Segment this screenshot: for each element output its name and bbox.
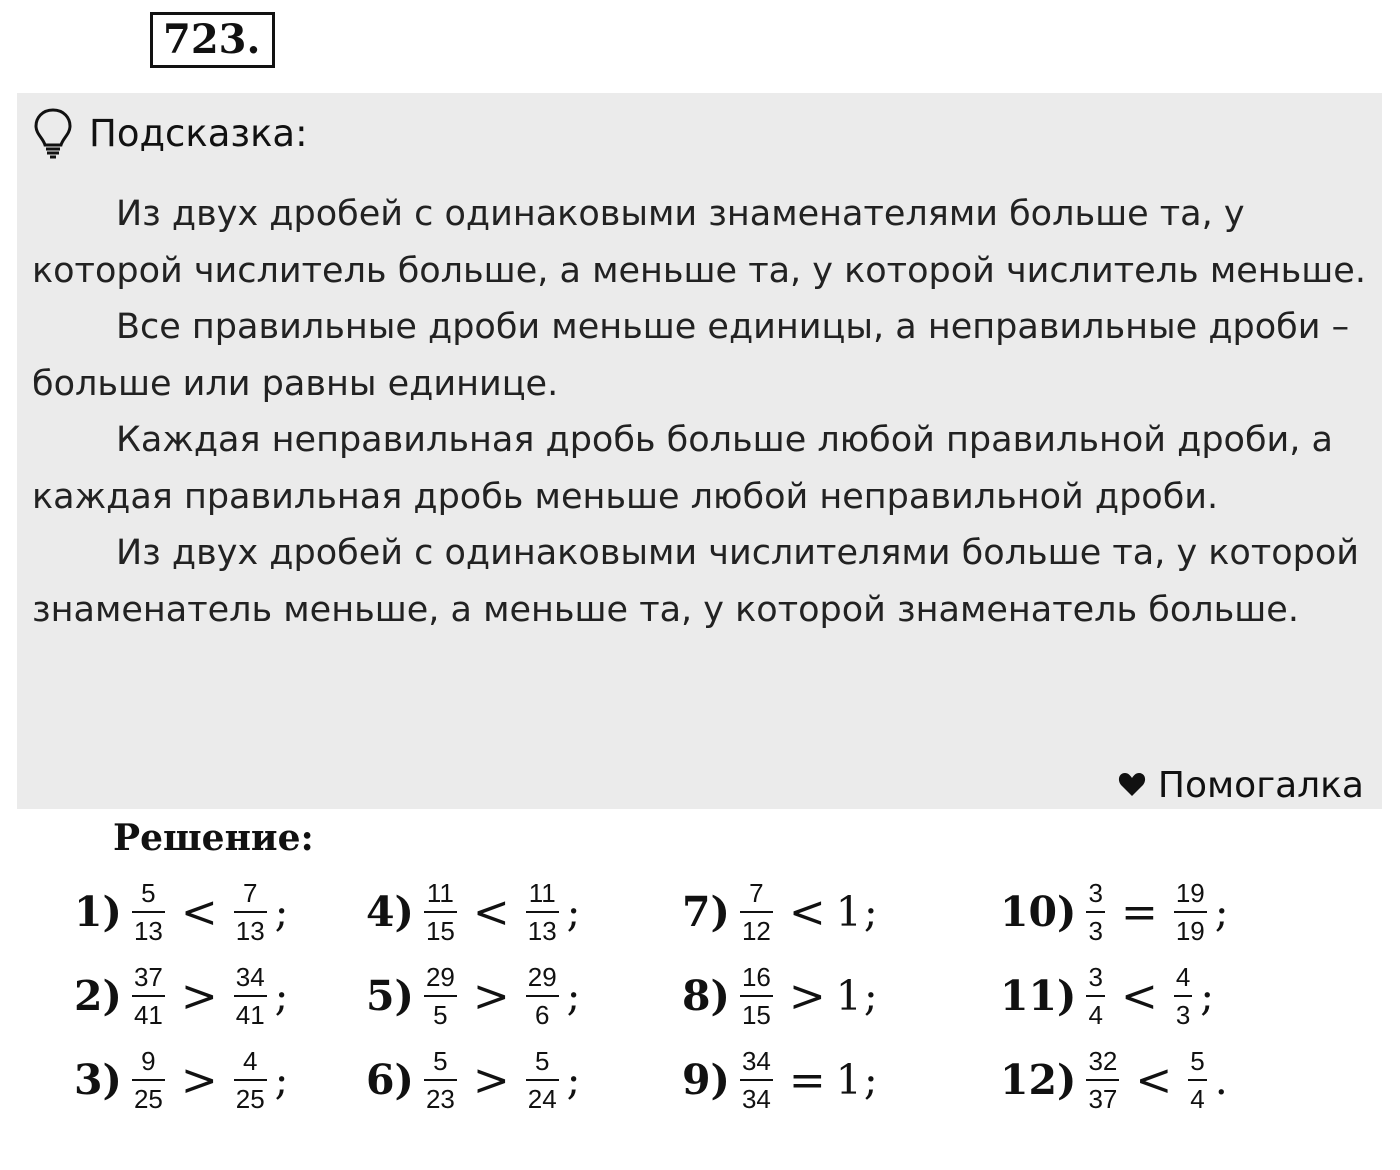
item-index: 12) — [1000, 1056, 1077, 1104]
item-index: 6) — [366, 1056, 414, 1104]
comparison-sign: < — [1120, 970, 1158, 1022]
numerator: 4 — [242, 1046, 258, 1076]
denominator: 41 — [235, 1000, 265, 1030]
left-fraction — [424, 1046, 457, 1114]
solution-item — [74, 1038, 288, 1122]
right-fraction — [234, 962, 267, 1030]
lightbulb-icon — [33, 107, 73, 159]
numerator: 4 — [1175, 962, 1191, 992]
comparison-sign: < — [1135, 1054, 1173, 1106]
hint-paragraph: Из двух дробей с одинаковыми числителями больше та, у которой знаменатель меньше, а меньше та, у которой знаменатель больше. — [32, 533, 1360, 630]
right-fraction — [234, 1046, 267, 1114]
item-index: 8) — [682, 972, 730, 1020]
numerator: 34 — [741, 1046, 771, 1076]
hint-header — [33, 107, 308, 159]
item-index: 3) — [74, 1056, 122, 1104]
hint-text — [32, 186, 1372, 638]
numerator: 34 — [235, 962, 265, 992]
punctuation: ; — [863, 888, 878, 936]
numerator: 5 — [1190, 1046, 1205, 1076]
left-fraction — [424, 878, 457, 946]
fraction-bar — [234, 1079, 267, 1081]
comparison-sign: < — [180, 886, 218, 938]
comparison-sign: > — [180, 1054, 218, 1106]
brand-label — [1118, 765, 1364, 806]
fraction-bar — [234, 995, 267, 997]
right-fraction — [1174, 878, 1207, 946]
denominator: 25 — [133, 1084, 163, 1114]
numerator: 11 — [426, 878, 454, 908]
fraction-bar — [1174, 995, 1192, 997]
numerator: 29 — [527, 962, 557, 992]
solution-item — [1000, 954, 1214, 1038]
numerator: 7 — [242, 878, 258, 908]
solution-item — [74, 954, 288, 1038]
item-index: 4) — [366, 888, 414, 936]
heart-icon — [1118, 765, 1158, 806]
left-fraction — [740, 878, 773, 946]
fraction-bar — [740, 1079, 773, 1081]
denominator: 34 — [741, 1084, 771, 1114]
numerator: 9 — [141, 1046, 156, 1076]
comparison-sign: > — [472, 1054, 510, 1106]
denominator: 3 — [1088, 916, 1103, 946]
hint-title: Подсказка: — [89, 111, 308, 155]
punctuation: ; — [863, 972, 878, 1020]
fraction-bar — [526, 1079, 559, 1081]
left-fraction — [132, 878, 165, 946]
punctuation: ; — [566, 972, 581, 1020]
fraction-bar — [132, 995, 165, 997]
fraction-bar — [424, 995, 457, 997]
numerator: 29 — [425, 962, 455, 992]
fraction-bar — [132, 911, 165, 913]
item-index: 9) — [682, 1056, 730, 1104]
denominator: 13 — [133, 916, 163, 946]
numerator: 5 — [141, 878, 156, 908]
hint-paragraph: Из двух дробей с одинаковыми знаменателями больше та, у которой числитель больше, а меньше та, у которой числитель меньше. — [32, 194, 1366, 291]
solution-item — [366, 870, 580, 954]
punctuation: ; — [1214, 888, 1229, 936]
numerator: 11 — [528, 878, 556, 908]
hint-paragraph: Каждая неправильная дробь больше любой правильной дроби, а каждая правильная дробь меньше любой неправильной дроби. — [32, 420, 1334, 517]
item-index: 5) — [366, 972, 414, 1020]
left-fraction — [1086, 878, 1104, 946]
denominator: 15 — [741, 1000, 771, 1030]
left-fraction — [1086, 1046, 1119, 1114]
comparison-sign: = — [788, 1054, 826, 1106]
denominator: 3 — [1175, 1000, 1191, 1030]
punctuation: ; — [566, 888, 581, 936]
fraction-bar — [132, 1079, 165, 1081]
fraction-bar — [526, 995, 559, 997]
punctuation: ; — [1200, 972, 1215, 1020]
denominator: 4 — [1088, 1000, 1103, 1030]
numerator: 5 — [433, 1046, 448, 1076]
solution-item — [74, 870, 288, 954]
item-index: 7) — [682, 888, 730, 936]
solution-item — [366, 1038, 580, 1122]
left-fraction — [424, 962, 457, 1030]
comparison-sign: < — [472, 886, 510, 938]
denominator: 23 — [425, 1084, 455, 1114]
fraction-bar — [424, 911, 457, 913]
numerator: 7 — [749, 878, 764, 908]
left-fraction — [740, 962, 773, 1030]
numerator: 16 — [741, 962, 771, 992]
item-index: 2) — [74, 972, 122, 1020]
solution-item — [366, 954, 580, 1038]
punctuation: ; — [863, 1056, 878, 1104]
comparison-sign: > — [180, 970, 218, 1022]
denominator: 37 — [1088, 1084, 1118, 1114]
comparison-sign: > — [788, 970, 826, 1022]
item-index: 10) — [1000, 888, 1077, 936]
denominator: 13 — [235, 916, 265, 946]
denominator: 6 — [534, 1000, 550, 1030]
item-index: 1) — [74, 888, 122, 936]
one-value: 1 — [835, 972, 862, 1020]
fraction-bar — [1086, 995, 1104, 997]
fraction-bar — [740, 995, 773, 997]
fraction-bar — [1086, 911, 1104, 913]
numerator: 19 — [1175, 878, 1205, 908]
denominator: 15 — [425, 916, 455, 946]
left-fraction — [132, 962, 165, 1030]
denominator: 24 — [527, 1084, 557, 1114]
left-fraction — [132, 1046, 165, 1114]
brand-text: Помогалка — [1157, 765, 1364, 806]
fraction-bar — [424, 1079, 457, 1081]
comparison-sign: > — [472, 970, 510, 1022]
right-fraction — [526, 1046, 559, 1114]
task-number: 723. — [150, 12, 275, 68]
fraction-bar — [1188, 1079, 1206, 1081]
numerator: 37 — [133, 962, 163, 992]
solution-item — [1000, 870, 1229, 954]
item-index: 11) — [1000, 972, 1077, 1020]
punctuation: ; — [274, 972, 289, 1020]
solution-title: Решение: — [113, 817, 314, 859]
comparison-sign: < — [788, 886, 826, 938]
solution-item — [682, 870, 878, 954]
solution-item — [682, 1038, 878, 1122]
numerator: 3 — [1088, 962, 1103, 992]
right-fraction — [526, 962, 559, 1030]
punctuation: . — [1214, 1056, 1228, 1104]
one-value: 1 — [835, 888, 862, 936]
punctuation: ; — [274, 888, 289, 936]
fraction-bar — [1086, 1079, 1119, 1081]
fraction-bar — [234, 911, 267, 913]
denominator: 5 — [433, 1000, 448, 1030]
denominator: 19 — [1175, 916, 1205, 946]
denominator: 13 — [527, 916, 557, 946]
denominator: 12 — [741, 916, 771, 946]
fraction-bar — [1174, 911, 1207, 913]
right-fraction — [234, 878, 267, 946]
numerator: 5 — [534, 1046, 550, 1076]
one-value: 1 — [835, 1056, 862, 1104]
fraction-bar — [740, 911, 773, 913]
left-fraction — [1086, 962, 1104, 1030]
left-fraction — [740, 1046, 773, 1114]
right-fraction — [1174, 962, 1192, 1030]
comparison-sign: = — [1120, 886, 1158, 938]
right-fraction — [1188, 1046, 1206, 1114]
denominator: 4 — [1190, 1084, 1205, 1114]
numerator: 32 — [1088, 1046, 1118, 1076]
right-fraction — [526, 878, 559, 946]
numerator: 3 — [1088, 878, 1103, 908]
punctuation: ; — [566, 1056, 581, 1104]
fraction-bar — [526, 911, 559, 913]
solution-item — [1000, 1038, 1228, 1122]
punctuation: ; — [274, 1056, 289, 1104]
hint-paragraph: Все правильные дроби меньше единицы, а неправильные дроби – больше или равны единице. — [32, 307, 1350, 404]
solution-item — [682, 954, 878, 1038]
denominator: 41 — [133, 1000, 163, 1030]
hint-box — [17, 93, 1382, 809]
denominator: 25 — [235, 1084, 265, 1114]
